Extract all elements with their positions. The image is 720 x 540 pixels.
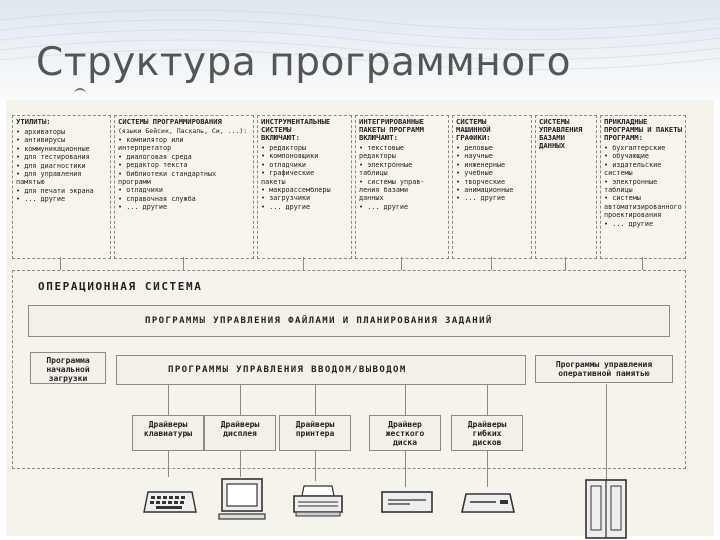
list-item: • загрузчики	[261, 194, 348, 202]
column-list	[359, 144, 445, 211]
column-list	[261, 144, 348, 211]
floppy-drive-icon	[460, 488, 516, 518]
connector-line	[487, 451, 488, 487]
connector-line	[303, 257, 304, 270]
title-overflow-glyph	[74, 88, 86, 100]
list-item: • ... другие	[604, 220, 682, 228]
list-item: • ... другие	[261, 203, 348, 211]
list-item: • редакторы	[261, 144, 348, 152]
list-item: • учебные	[456, 169, 528, 177]
connector-line	[168, 384, 169, 415]
list-item: • системы управ- ления базами данных	[359, 178, 445, 203]
column-utilities	[12, 115, 111, 259]
list-item: • для печати экрана	[16, 187, 107, 195]
column-title: УТИЛИТЫ:	[16, 117, 51, 126]
list-item: • для тестирования	[16, 153, 107, 161]
connector-line	[60, 257, 61, 270]
keyboard-icon	[142, 478, 198, 518]
list-item: • ... другие	[359, 203, 445, 211]
list-item: • для управления памятью	[16, 170, 107, 187]
list-item: • коммуникационные	[16, 145, 107, 153]
list-item: • справочная служба	[118, 195, 250, 203]
column-list	[456, 144, 528, 203]
hard-drive-icon	[380, 488, 434, 516]
column-programming-systems	[114, 115, 254, 259]
list-item: • для диагностики	[16, 162, 107, 170]
list-item: • ... другие	[456, 194, 528, 202]
list-item: • библиотеки стандартных программ	[118, 170, 250, 187]
connector-line	[606, 384, 607, 480]
list-item: • макроассемблеры	[261, 186, 348, 194]
memory-management-box: Программы управления оперативной памятью	[535, 355, 673, 383]
list-item: • текстовые редакторы	[359, 144, 445, 161]
list-item: • антивирусы	[16, 136, 107, 144]
column-title: ПРИКЛАДНЫЕ ПРОГРАММЫ И ПАКЕТЫ ПРОГРАММ:	[604, 117, 682, 142]
file-management-label: ПРОГРАММЫ УПРАВЛЕНИЯ ФАЙЛАМИ И ПЛАНИРОВАНИЯ ЗАДАНИЙ	[145, 316, 493, 326]
column-title: СИСТЕМЫ УПРАВЛЕНИЯ БАЗАМИ ДАННЫХ	[539, 117, 583, 150]
list-item: • бухгалтерские	[604, 144, 682, 152]
column-list	[604, 144, 682, 228]
driver-printer: Драйверы принтера	[279, 415, 351, 451]
list-item: • ... другие	[118, 203, 250, 211]
printer-icon	[290, 482, 346, 520]
driver-keyboard: Драйверы клавиатуры	[132, 415, 204, 451]
list-item: • деловые	[456, 144, 528, 152]
list-item: • редактор текста	[118, 161, 250, 169]
column-dbms	[535, 115, 597, 259]
list-item: • инженерные	[456, 161, 528, 169]
list-item: • архиваторы	[16, 128, 107, 136]
column-graphics-systems	[452, 115, 532, 259]
column-subtitle: (языки Бейсик, Паскаль, Си, ...):	[118, 127, 248, 135]
driver-display: Драйверы дисплея	[204, 415, 276, 451]
slide-title: Структура программного	[36, 40, 572, 85]
list-item: • графические пакеты	[261, 169, 348, 186]
list-item: • анимационные	[456, 186, 528, 194]
driver-hard-disk: Драйвер жесткого диска	[369, 415, 441, 451]
column-list	[16, 128, 107, 204]
list-item: • диалоговая среда	[118, 153, 250, 161]
monitor-icon	[216, 476, 268, 522]
list-item: • издательские системы	[604, 161, 682, 178]
connector-line	[565, 257, 566, 270]
column-title: ИНСТРУМЕНТАЛЬНЫЕ СИСТЕМЫ ВКЛЮЧАЮТ:	[261, 117, 331, 142]
list-item: • электронные таблицы	[604, 178, 682, 195]
column-title: СИСТЕМЫ ПРОГРАММИРОВАНИЯ	[118, 117, 222, 126]
driver-floppy: Драйверы гибких дисков	[451, 415, 523, 451]
column-title: ИНТЕГРИРОВАННЫЕ ПАКЕТЫ ПРОГРАММ ВКЛЮЧАЮТ:	[359, 117, 424, 142]
boot-loader-box: Программа начальной загрузки	[30, 352, 106, 384]
memory-cabinet-icon	[584, 478, 628, 540]
list-item: • электронные таблицы	[359, 161, 445, 178]
column-integrated-packages	[355, 115, 449, 259]
list-item: • компилятор или интерпретатор	[118, 136, 250, 153]
connector-line	[401, 257, 402, 270]
connector-line	[642, 257, 643, 270]
connector-line	[315, 384, 316, 415]
connector-line	[240, 384, 241, 415]
io-management-label: ПРОГРАММЫ УПРАВЛЕНИЯ ВВОДОМ/ВЫВОДОМ	[168, 365, 407, 375]
list-item: • научные	[456, 152, 528, 160]
list-item: • ... другие	[16, 195, 107, 203]
column-tool-systems	[257, 115, 352, 259]
list-item: • системы автоматизированного проектирования	[604, 194, 682, 219]
connector-line	[240, 451, 241, 477]
operating-system-label: ОПЕРАЦИОННАЯ СИСТЕМА	[38, 280, 203, 293]
column-list	[118, 136, 250, 212]
connector-line	[183, 257, 184, 270]
connector-line	[405, 384, 406, 415]
connector-line	[491, 257, 492, 270]
column-title: СИСТЕМЫ МАШИННОЙ ГРАФИКИ:	[456, 117, 491, 142]
list-item: • отладчики	[118, 186, 250, 194]
connector-line	[405, 451, 406, 487]
list-item: • компоновщики	[261, 152, 348, 160]
column-applications	[600, 115, 686, 259]
list-item: • отладчики	[261, 161, 348, 169]
list-item: • творческие	[456, 178, 528, 186]
connector-line	[487, 384, 488, 415]
connector-line	[315, 451, 316, 481]
connector-line	[168, 451, 169, 477]
list-item: • обучающие	[604, 152, 682, 160]
